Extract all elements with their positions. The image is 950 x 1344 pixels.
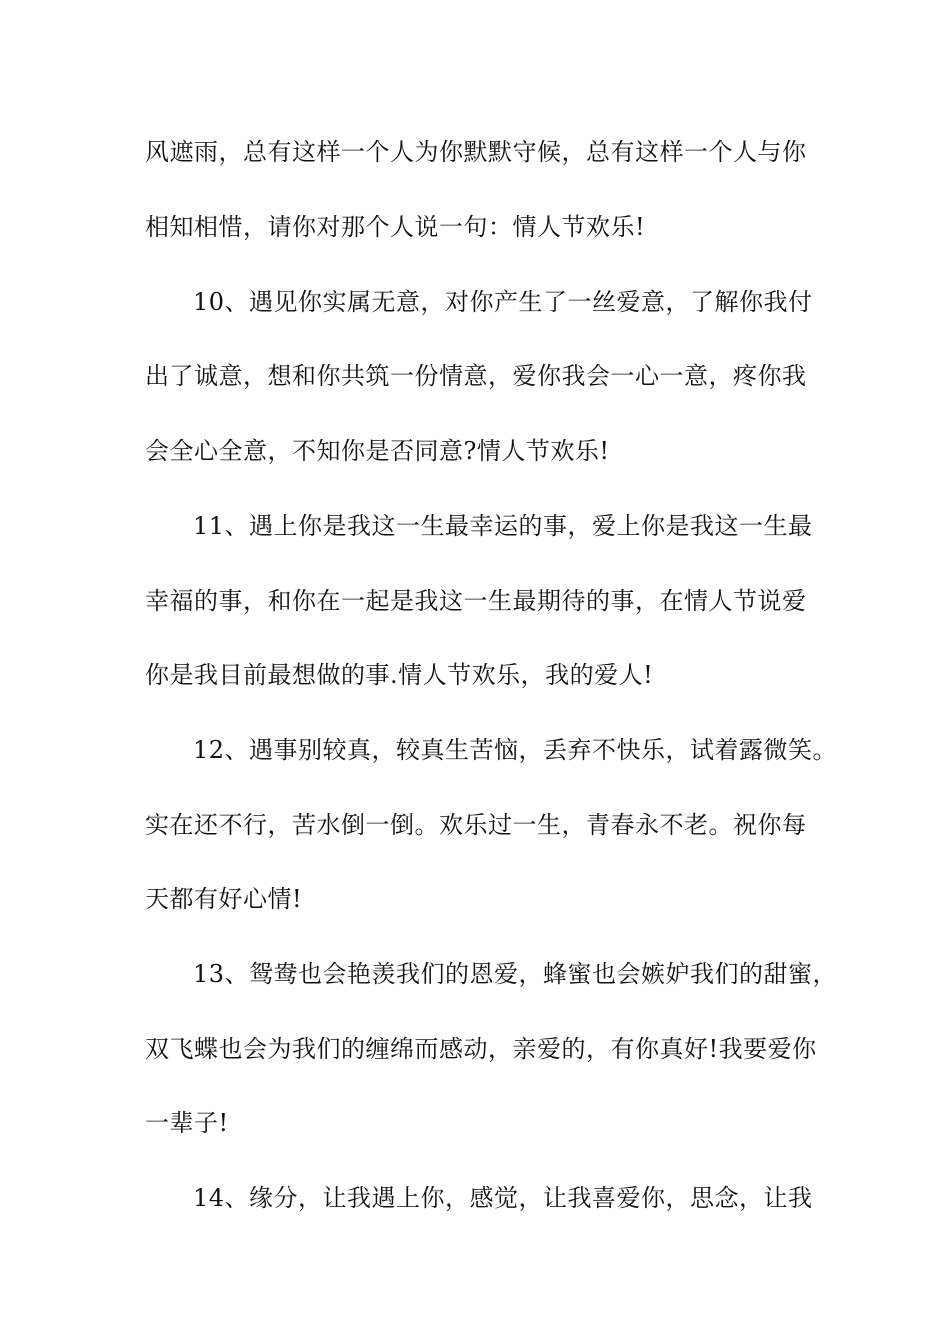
- text-line: 你是我目前最想做的事.情人节欢乐，我的爱人!: [145, 661, 654, 689]
- text-line: 实在还不行，苦水倒一倒。欢乐过一生，青春永不老。祝你每: [145, 811, 807, 839]
- text-line: 双飞蝶也会为我们的缠绵而感动，亲爱的，有你真好!我要爱你: [145, 1035, 817, 1063]
- text-line: 相知相惜，请你对那个人说一句：情人节欢乐!: [145, 213, 646, 241]
- paragraph-14-start: 14、缘分，让我遇上你，感觉，让我喜爱你，思念，让我: [193, 1184, 813, 1212]
- paragraph-12-start: 12、遇事别较真，较真生苦恼，丢弃不快乐，试着露微笑。: [193, 736, 838, 764]
- text-line: 幸福的事，和你在一起是我这一生最期待的事，在情人节说爱: [145, 587, 807, 615]
- paragraph-13-start: 13、鸳鸯也会艳羡我们的恩爱，蜂蜜也会嫉妒我们的甜蜜，: [193, 960, 838, 988]
- text-line: 风遮雨，总有这样一个人为你默默守候，总有这样一个人与你: [145, 138, 807, 166]
- paragraph-10-start: 10、遇见你实属无意，对你产生了一丝爱意，了解你我付: [193, 288, 813, 316]
- text-line: 出了诚意，想和你共筑一份情意，爱你我会一心一意，疼你我: [145, 362, 807, 390]
- text-line: 一辈子!: [145, 1109, 229, 1137]
- text-line: 会全心全意，不知你是否同意?情人节欢乐!: [145, 437, 610, 465]
- paragraph-11-start: 11、遇上你是我这一生最幸运的事，爱上你是我这一生最: [193, 512, 813, 540]
- text-line: 天都有好心情!: [145, 885, 303, 913]
